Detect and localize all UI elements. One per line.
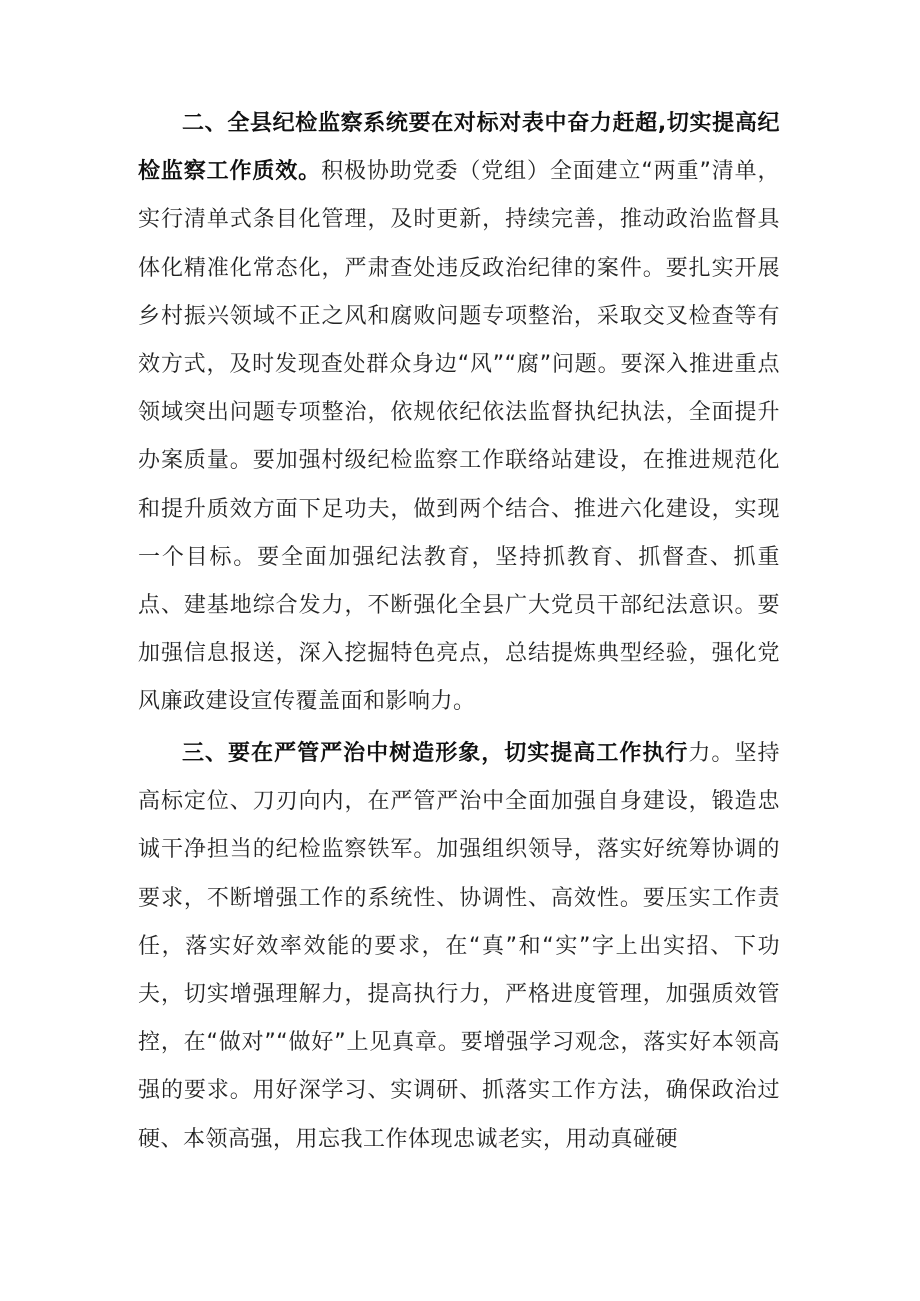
section-3-paragraph bbox=[138, 730, 780, 1164]
section-3-body: 坚持高标定位、刀刃向内，在严管严治中全面加强自身建设，锻造忠诚干净担当的纪检监察铁军。加强组织领导，落实好统筹协调的要求，不断增强工作的系统性、协调性、高效性。要压实工作责任，落实好效率效能的要求，在“真”和“实”字上出实招、下功夫，切实增强理解力，提高执行力，严格进度管理，加强质效管控，在“做对”“做好”上见真章。要增强学习观念，落实好本领高强的要求。用好深学习、实调研、抓落实工作方法，确保政治过硬、本领高强，用忘我工作体现忠诚老实，用动真碰硬 bbox=[138, 741, 780, 1152]
section-2-paragraph bbox=[138, 100, 780, 727]
section-2-heading: 二、全县纪检监察系统要在对标对表中奋力赶超,切实提高纪检监察工作质效。 bbox=[138, 111, 780, 185]
section-2-body: 积极协助党委（党组）全面建立“两重”清单，实行清单式条目化管理，及时更新，持续完善，推动政治监督具体化精准化常态化，严肃查处违反政治纪律的案件。要扎实开展乡村振兴领域不正之风和腐败问题专项整治，采取交叉检查等有效方式，及时发现查处群众身边“风”“腐”问题。要深入推进重点领域突出问题专项整治，依规依纪依法监督执纪执法，全面提升办案质量。要加强村级纪检监察工作联络站建设，在推进规范化和提升质效方面下足功夫，做到两个结合、推进六化建设，实现一个目标。要全面加强纪法教育，坚持抓教育、抓督查、抓重点、建基地综合发力，不断强化全县广大党员干部纪法意识。要加强信息报送，深入挖掘特色亮点，总结提炼典型经验，强化党风廉政建设宣传覆盖面和影响力。 bbox=[138, 159, 780, 715]
section-3 bbox=[138, 730, 780, 1164]
section-3-heading-tail: 力。 bbox=[688, 741, 735, 766]
section-2 bbox=[138, 100, 780, 727]
section-3-heading: 三、要在严管严治中树造形象，切实提高工作执行 bbox=[182, 741, 689, 766]
